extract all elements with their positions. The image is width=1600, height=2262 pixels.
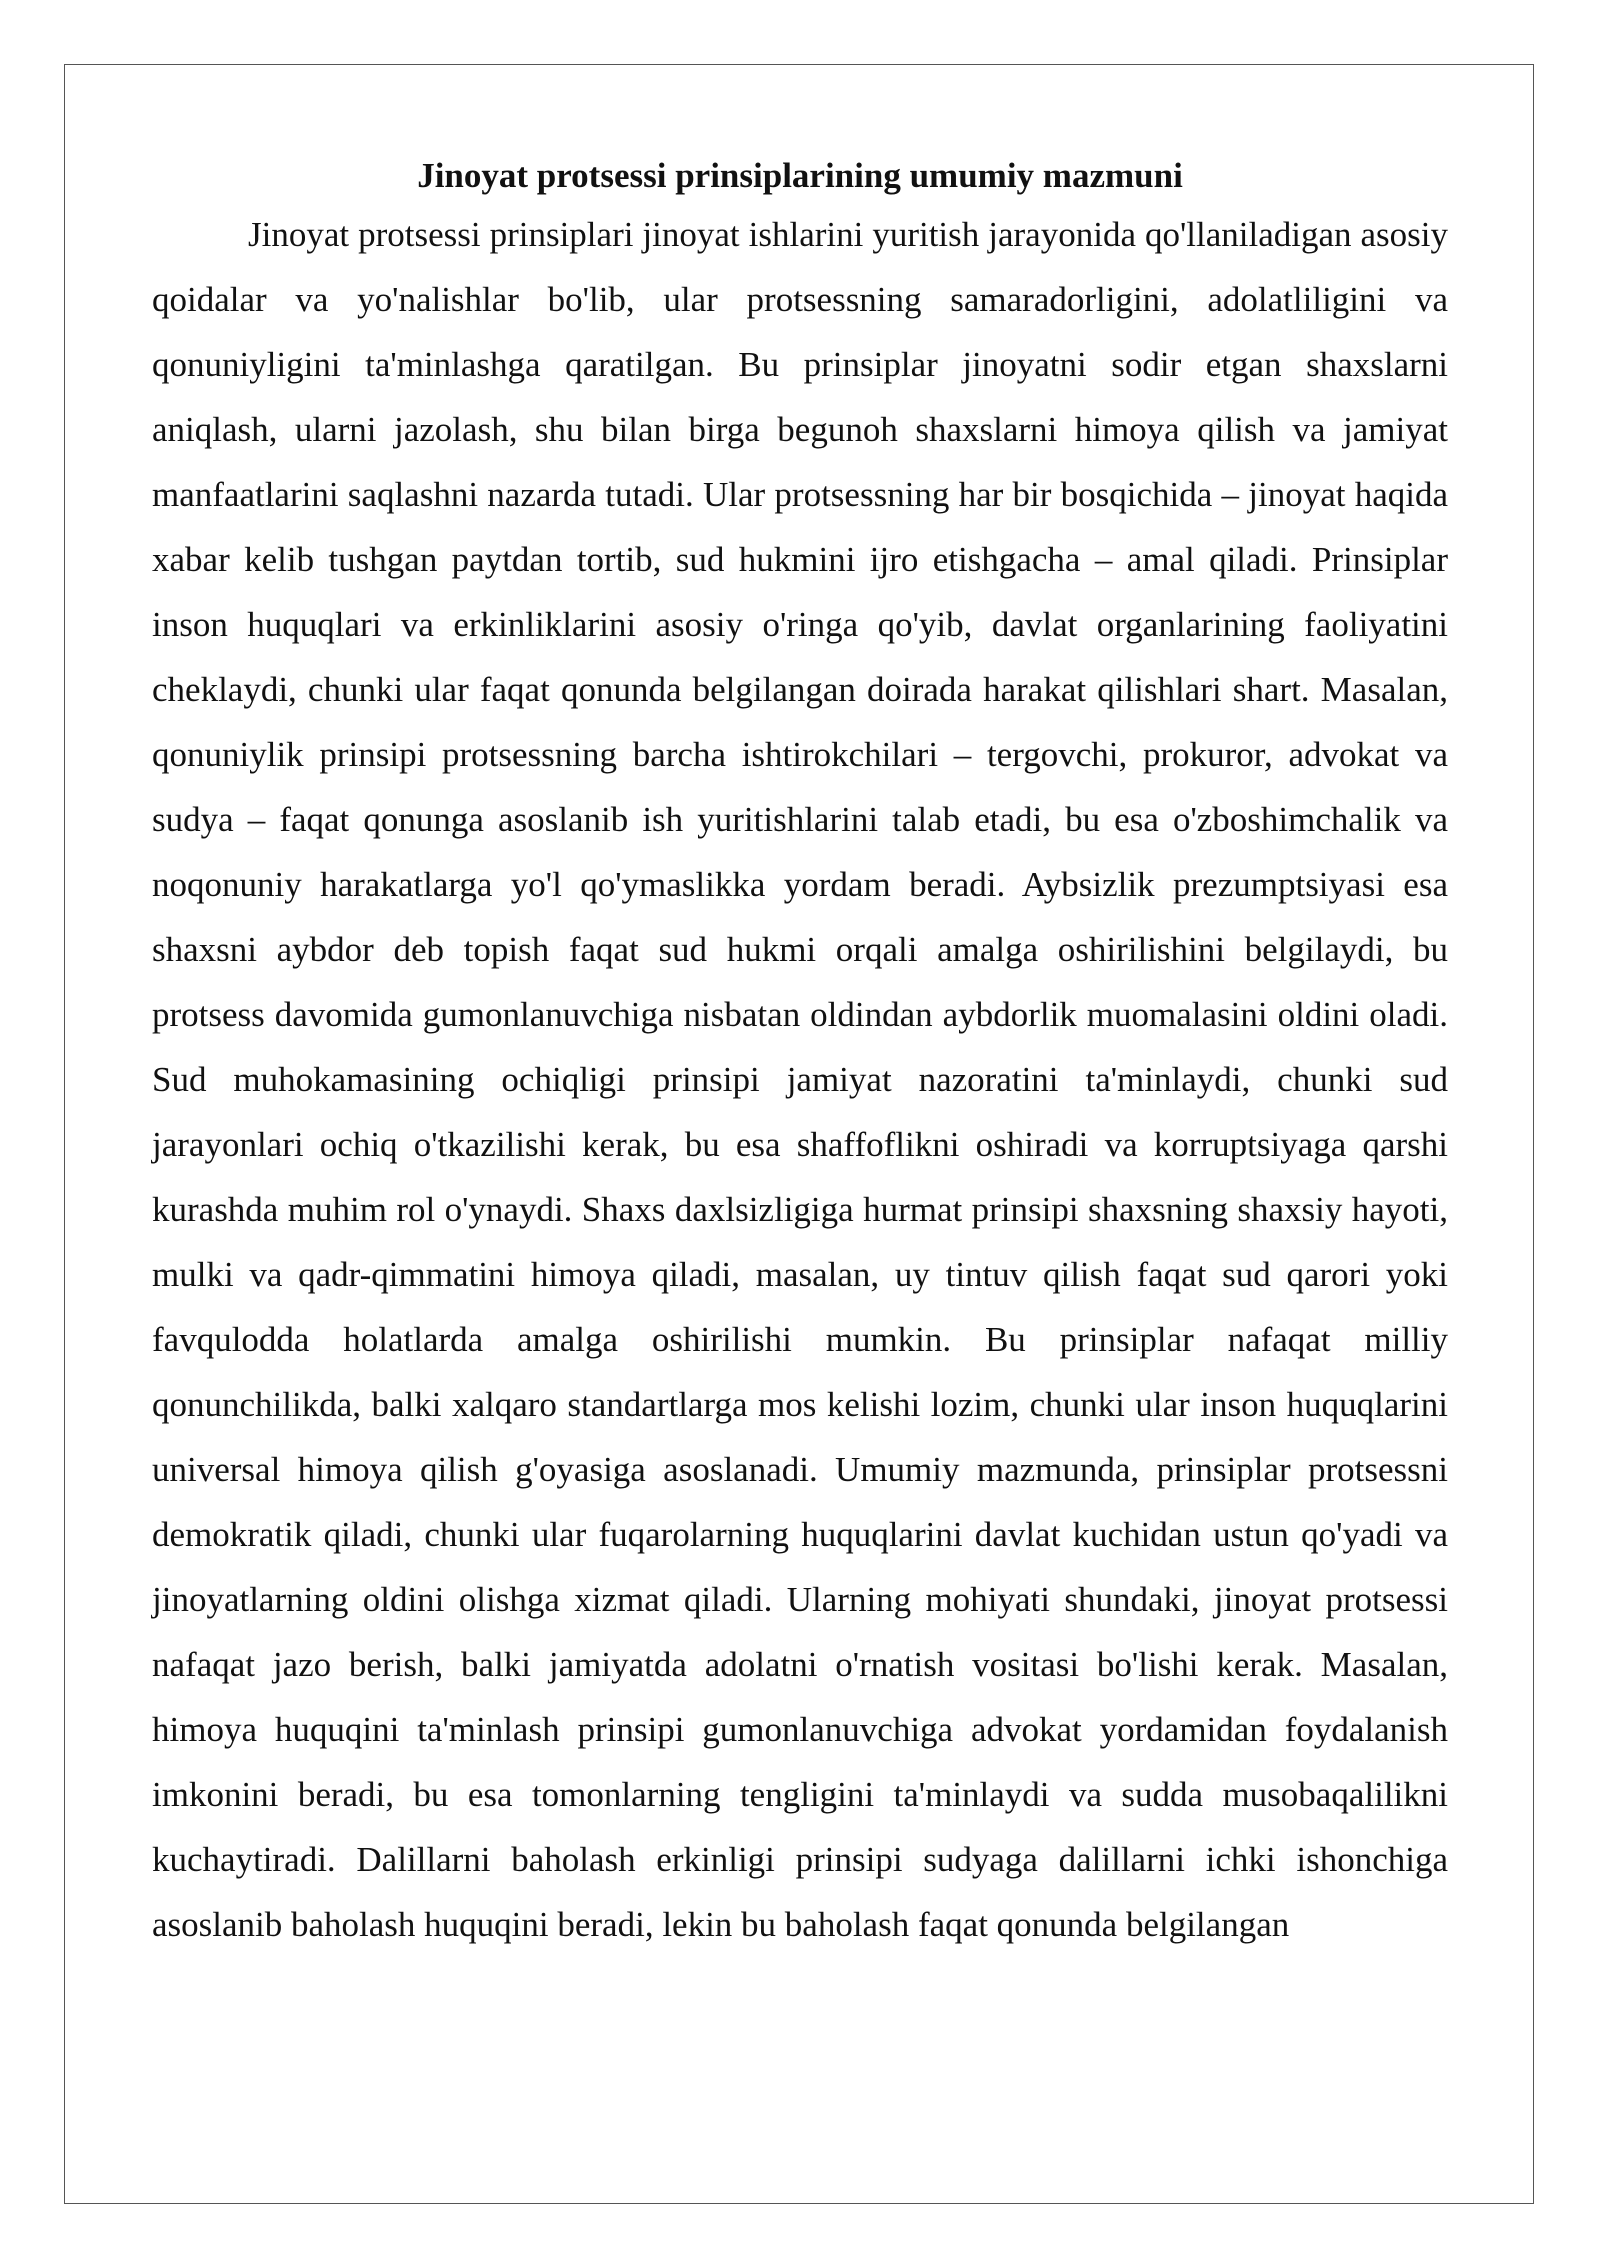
document-body [152,150,1448,1957]
document-title: Jinoyat protsessi prinsiplarining umumiy mazmuni [417,156,1183,195]
body-paragraph: Jinoyat protsessi prinsiplari jinoyat ishlarini yuritish jarayonida qo'llaniladigan asosiy qoidalar va yo'nalishlar bo'lib, ular protsessning samaradorligini, adolatliligini va qonuniyligini ta'minlashga qaratilgan. Bu prinsiplar jinoyatni sodir etgan shaxslarni aniqlash, ularni jazolash, shu bilan birga begunoh shaxslarni himoya qilish va jamiyat manfaatlarini saqlashni nazarda tutadi. Ular protsessning har bir bosqichida – jinoyat haqida xabar kelib tushgan paytdan tortib, sud hukmini ijro etishgacha – amal qiladi. Prinsiplar inson huquqlari va erkinliklarini asosiy o'ringa qo'yib, davlat organlarining faoliyatini cheklaydi, chunki ular faqat qonunda belgilangan doirada harakat qilishlari shart. Masalan, qonuniylik prinsipi protsessning barcha ishtirokchilari – tergovchi, prokuror, advokat va sudya – faqat qonunga asoslanib ish yuritishlarini talab etadi, bu esa o'zboshimchalik va noqonuniy harakatlarga yo'l qo'ymaslikka yordam beradi. Aybsizlik prezumptsiyasi esa shaxsni aybdor deb topish faqat sud hukmi orqali amalga oshirilishini belgilaydi, bu protsess davomida gumonlanuvchiga nisbatan oldindan aybdorlik muomalasini oldini oladi. Sud muhokamasining ochiqligi prinsipi jamiyat nazoratini ta'minlaydi, chunki sud jarayonlari ochiq o'tkazilishi kerak, bu esa shaffoflikni oshiradi va korruptsiyaga qarshi kurashda muhim rol o'ynaydi. Shaxs daxlsizligiga hurmat prinsipi shaxsning shaxsiy hayoti, mulki va qadr-qimmatini himoya qiladi, masalan, uy tintuv qilish faqat sud qarori yoki favqulodda holatlarda amalga oshirilishi mumkin. Bu prinsiplar nafaqat milliy qonunchilikda, balki xalqaro standartlarga mos kelishi lozim, chunki ular inson huquqlarini universal himoya qilish g'oyasiga asoslanadi. Umumiy mazmunda, prinsiplar protsessni demokratik qiladi, chunki ular fuqarolarning huquqlarini davlat kuchidan ustun qo'yadi va jinoyatlarning oldini olishga xizmat qiladi. Ularning mohiyati shundaki, jinoyat protsessi nafaqat jazo berish, balki jamiyatda adolatni o'rnatish vositasi bo'lishi kerak. Masalan, himoya huquqini ta'minlash prinsipi gumonlanuvchiga advokat yordamidan foydalanish imkonini beradi, bu esa tomonlarning tengligini ta'minlaydi va sudda musobaqalilikni kuchaytiradi. Dalillarni baholash erkinligi prinsipi sudyaga dalillarni ichki ishonchiga asoslanib baholash huquqini beradi, lekin bu baholash faqat qonunda belgilangan [152,215,1448,1944]
